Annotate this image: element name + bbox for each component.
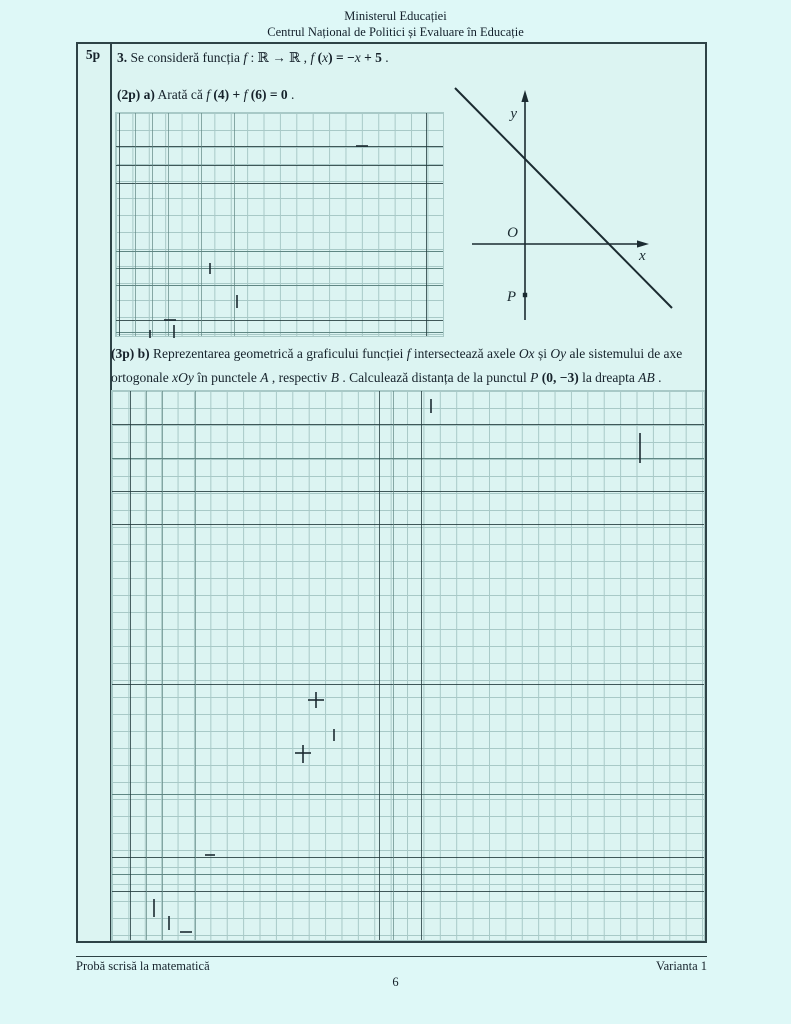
point-p-label: P (506, 289, 516, 305)
scan-artifact (379, 391, 380, 940)
page-number: 6 (392, 975, 399, 989)
function-line (455, 88, 672, 308)
scan-artifact (112, 491, 704, 492)
problem-part-a: (2p) a) Arată că f (4) + f (6) = 0 . (117, 87, 295, 102)
answer-grid-a (115, 112, 444, 337)
scan-artifact (430, 399, 432, 413)
point-p-dot (523, 293, 527, 297)
answer-grid-b (111, 390, 705, 941)
problem-statement: 3. Se consideră funcția f : ℝ → ℝ , f (x) = −x + 5 . (117, 50, 389, 65)
scan-artifact (639, 433, 641, 463)
scan-artifact (393, 391, 394, 940)
scan-artifact (234, 113, 235, 336)
scan-artifact (162, 391, 163, 940)
scan-artifact (116, 332, 443, 333)
scan-artifact (333, 729, 335, 741)
header-ministry-line: Ministerul Educației (344, 9, 447, 23)
scan-artifact (112, 794, 704, 795)
footer-variant: Varianta 1 (655, 959, 707, 973)
scan-artifact (173, 325, 175, 338)
x-axis-arrow-icon (637, 240, 649, 247)
scan-artifact (112, 684, 704, 685)
scan-artifact (119, 113, 120, 336)
scan-artifact (112, 424, 704, 425)
footer-exam-name: Probă scrisă la matematică (76, 959, 210, 973)
scan-artifact (112, 874, 704, 875)
scan-artifact (116, 146, 443, 147)
scan-artifact (112, 458, 704, 459)
scan-artifact (356, 145, 368, 147)
y-axis-arrow-icon (521, 90, 528, 102)
scan-artifact (426, 113, 427, 336)
scan-artifact (112, 891, 704, 892)
scan-artifact (112, 857, 704, 858)
scan-artifact (130, 391, 131, 940)
scan-artifact (112, 524, 704, 525)
scan-artifact (201, 113, 202, 336)
scan-artifact (146, 391, 147, 940)
scan-artifact (153, 899, 155, 917)
scan-artifact (168, 113, 169, 336)
scan-artifact (209, 263, 211, 274)
scan-artifact (116, 268, 443, 269)
scan-artifact (315, 692, 317, 708)
scan-artifact (180, 931, 192, 933)
function-graph-figure (449, 82, 677, 326)
scan-artifact (116, 165, 443, 166)
points-label: 5p (85, 47, 101, 62)
scan-artifact (116, 251, 443, 252)
scan-artifact (195, 391, 196, 940)
x-axis-label: x (639, 248, 646, 264)
y-axis-label: y (510, 106, 517, 122)
scan-artifact (302, 745, 304, 763)
problem-part-b: (3p) b) Reprezentarea geometrică a graficului funcției f intersectează axele Ox și Oy ale sistemului de axe ortogonale xOy în punctele A , respectiv B . Calculează distanța de la punctul P (0, −3) la dreapta AB . (111, 346, 683, 385)
scan-artifact (236, 295, 238, 308)
footer-rule (76, 956, 707, 957)
scan-artifact (116, 285, 443, 286)
origin-label: O (507, 225, 518, 241)
scan-artifact (168, 916, 170, 930)
scan-artifact (135, 113, 136, 336)
scan-artifact (164, 319, 176, 321)
scan-artifact (152, 113, 153, 336)
scan-artifact (421, 391, 422, 940)
scan-artifact (116, 183, 443, 184)
scan-artifact (205, 854, 215, 856)
scan-artifact (149, 330, 151, 338)
footer (76, 959, 707, 974)
header-center-line: Centrul Național de Politici și Evaluare în Educație (267, 25, 524, 39)
